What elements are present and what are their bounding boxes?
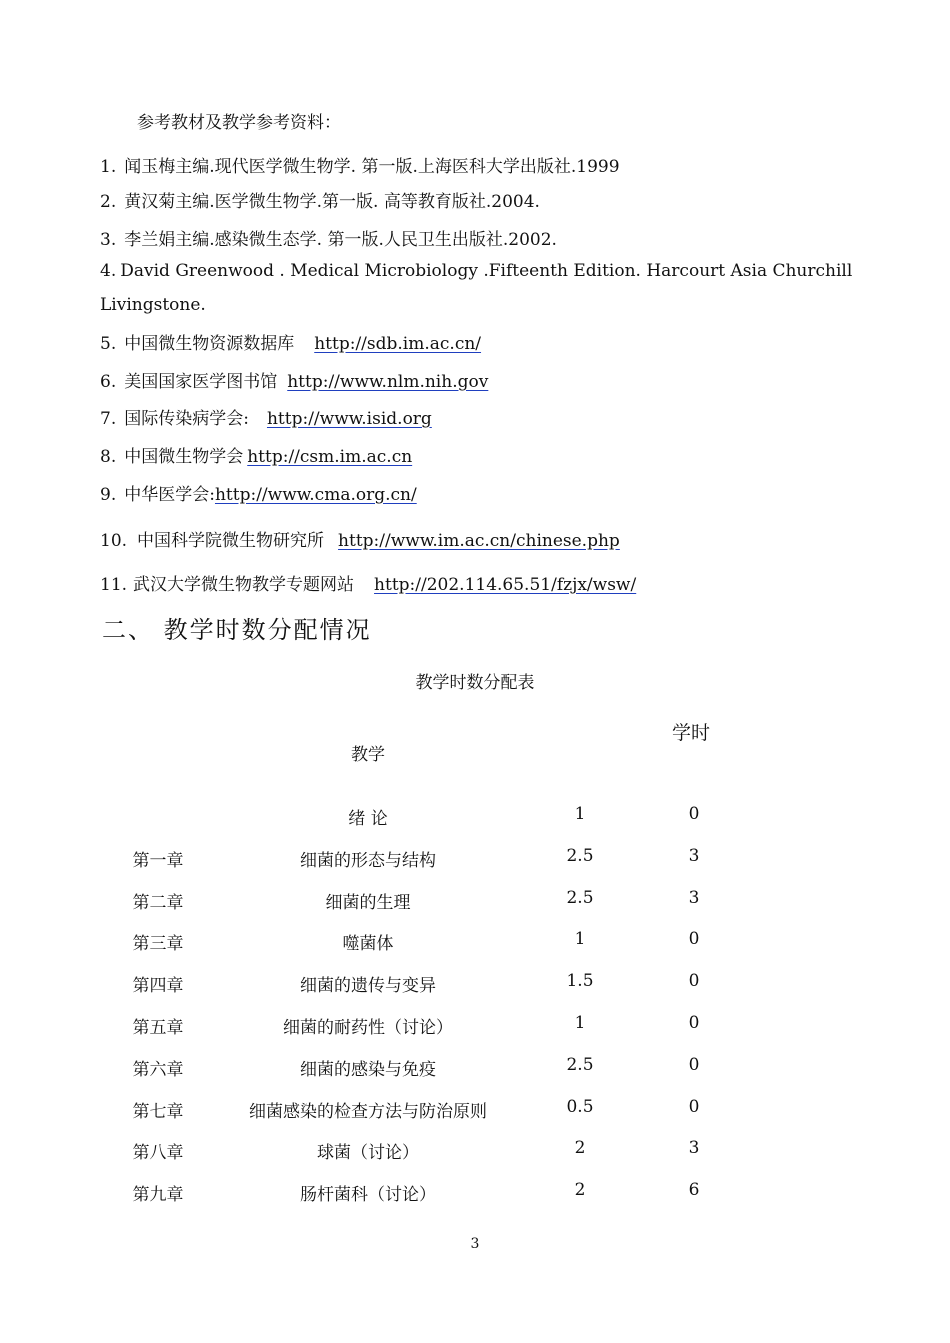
- reference-item-9: [100, 480, 417, 505]
- reference-number: 2.: [100, 192, 117, 212]
- reference-item-2: [100, 187, 540, 212]
- chapter-cell: 第九章: [132, 1185, 184, 1205]
- reference-link[interactable]: http://csm.im.ac.cn: [247, 447, 413, 467]
- theory-hours-cell: 1: [574, 1013, 586, 1033]
- reference-link[interactable]: http://sdb.im.ac.cn/: [314, 334, 482, 354]
- reference-heading: 参考教材及教学参考资料：: [137, 113, 341, 133]
- topic-cell: 噬菌体: [342, 934, 394, 954]
- reference-item-4-continued: Livingstone.: [100, 295, 206, 315]
- reference-text: 闻玉梅主编.现代医学微生物学. 第一版.上海医科大学出版社.1999: [124, 157, 620, 177]
- topic-cell: 细菌的感染与免疫: [300, 1060, 436, 1080]
- chapter-cell: 第三章: [132, 934, 184, 954]
- reference-number: 3.: [100, 230, 117, 250]
- theory-hours-cell: 1: [574, 804, 586, 824]
- reference-link[interactable]: http://202.114.65.51/fzjx/wsw/: [374, 575, 637, 595]
- theory-hours-cell: 1: [574, 929, 586, 949]
- reference-number: 8.: [100, 447, 117, 467]
- chapter-cell: 第七章: [132, 1102, 184, 1122]
- chapter-cell: 第一章: [132, 851, 184, 871]
- reference-item-8: [100, 442, 412, 467]
- reference-link[interactable]: http://www.im.ac.cn/chinese.php: [338, 531, 620, 551]
- topic-cell: 细菌感染的检查方法与防治原则: [249, 1102, 487, 1122]
- topic-cell: 球菌（讨论）: [317, 1143, 419, 1163]
- reference-text: 中国微生物学会: [124, 447, 244, 467]
- reference-link[interactable]: http://www.isid.org: [266, 409, 432, 429]
- lab-hours-cell: 6: [688, 1180, 700, 1200]
- lab-hours-cell: 3: [688, 1138, 700, 1158]
- section-heading: 二、 教学时数分配情况: [102, 616, 372, 644]
- lab-hours-cell: 0: [688, 971, 700, 991]
- topic-cell: 绪 论: [348, 809, 388, 829]
- reference-item-4: [100, 261, 852, 281]
- reference-item-11: [100, 570, 636, 595]
- chapter-cell: 第二章: [132, 893, 184, 913]
- topic-cell: 细菌的形态与结构: [300, 851, 436, 871]
- theory-hours-cell: 2: [574, 1180, 586, 1200]
- page-number: 3: [470, 1236, 480, 1252]
- theory-hours-cell: 2.5: [566, 1055, 594, 1075]
- reference-item-1: [100, 152, 620, 177]
- reference-number: 7.: [100, 409, 117, 429]
- topic-cell: 细菌的遗传与变异: [300, 976, 436, 996]
- table-header-hours: 学时: [672, 722, 711, 744]
- theory-hours-cell: 2: [574, 1138, 586, 1158]
- reference-number: 10.: [100, 531, 128, 551]
- topic-cell: 细菌的耐药性（讨论）: [283, 1018, 453, 1038]
- topic-cell: 细菌的生理: [325, 893, 411, 913]
- reference-number: 5.: [100, 334, 117, 354]
- reference-number: 6.: [100, 372, 117, 392]
- reference-text: 国际传染病学会:: [124, 409, 249, 429]
- reference-item-6: [100, 367, 488, 392]
- reference-item-5: [100, 329, 481, 354]
- reference-number: 11.: [100, 575, 128, 595]
- theory-hours-cell: 2.5: [566, 888, 594, 908]
- reference-item-3: [100, 225, 557, 250]
- table-header-topic: 教学: [351, 745, 385, 765]
- reference-link[interactable]: http://www.nlm.nih.gov: [287, 372, 489, 392]
- reference-text: 李兰娟主编.感染微生态学. 第一版.人民卫生出版社.2002.: [124, 230, 557, 250]
- reference-text: David Greenwood . Medical Microbiology .Fifteenth Edition. Harcourt Asia Churchill: [120, 261, 853, 281]
- chapter-cell: 第四章: [132, 976, 184, 996]
- theory-hours-cell: 2.5: [566, 846, 594, 866]
- lab-hours-cell: 0: [688, 804, 700, 824]
- lab-hours-cell: 0: [688, 1055, 700, 1075]
- reference-text: 中国微生物资源数据库: [124, 334, 295, 354]
- topic-cell: 肠杆菌科（讨论）: [300, 1185, 436, 1205]
- chapter-cell: 第六章: [132, 1060, 184, 1080]
- reference-item-10: [100, 526, 620, 551]
- chapter-cell: 第八章: [132, 1143, 184, 1163]
- reference-text: 武汉大学微生物教学专题网站: [133, 575, 355, 595]
- reference-text: 美国国家医学图书馆: [124, 372, 278, 392]
- lab-hours-cell: 3: [688, 888, 700, 908]
- lab-hours-cell: 3: [688, 846, 700, 866]
- table-title: 教学时数分配表: [415, 673, 535, 693]
- reference-text: 中华医学会:: [124, 485, 215, 505]
- theory-hours-cell: 0.5: [566, 1097, 594, 1117]
- lab-hours-cell: 0: [688, 929, 700, 949]
- reference-number: 4.: [100, 261, 117, 281]
- lab-hours-cell: 0: [688, 1013, 700, 1033]
- reference-number: 1.: [100, 157, 117, 177]
- reference-text: 中国科学院微生物研究所: [137, 531, 325, 551]
- reference-link[interactable]: http://www.cma.org.cn/: [214, 485, 417, 505]
- chapter-cell: 第五章: [132, 1018, 184, 1038]
- reference-number: 9.: [100, 485, 117, 505]
- theory-hours-cell: 1.5: [566, 971, 594, 991]
- reference-item-7: [100, 404, 432, 429]
- reference-text: 黄汉菊主编.医学微生物学.第一版. 高等教育版社.2004.: [124, 192, 540, 212]
- lab-hours-cell: 0: [688, 1097, 700, 1117]
